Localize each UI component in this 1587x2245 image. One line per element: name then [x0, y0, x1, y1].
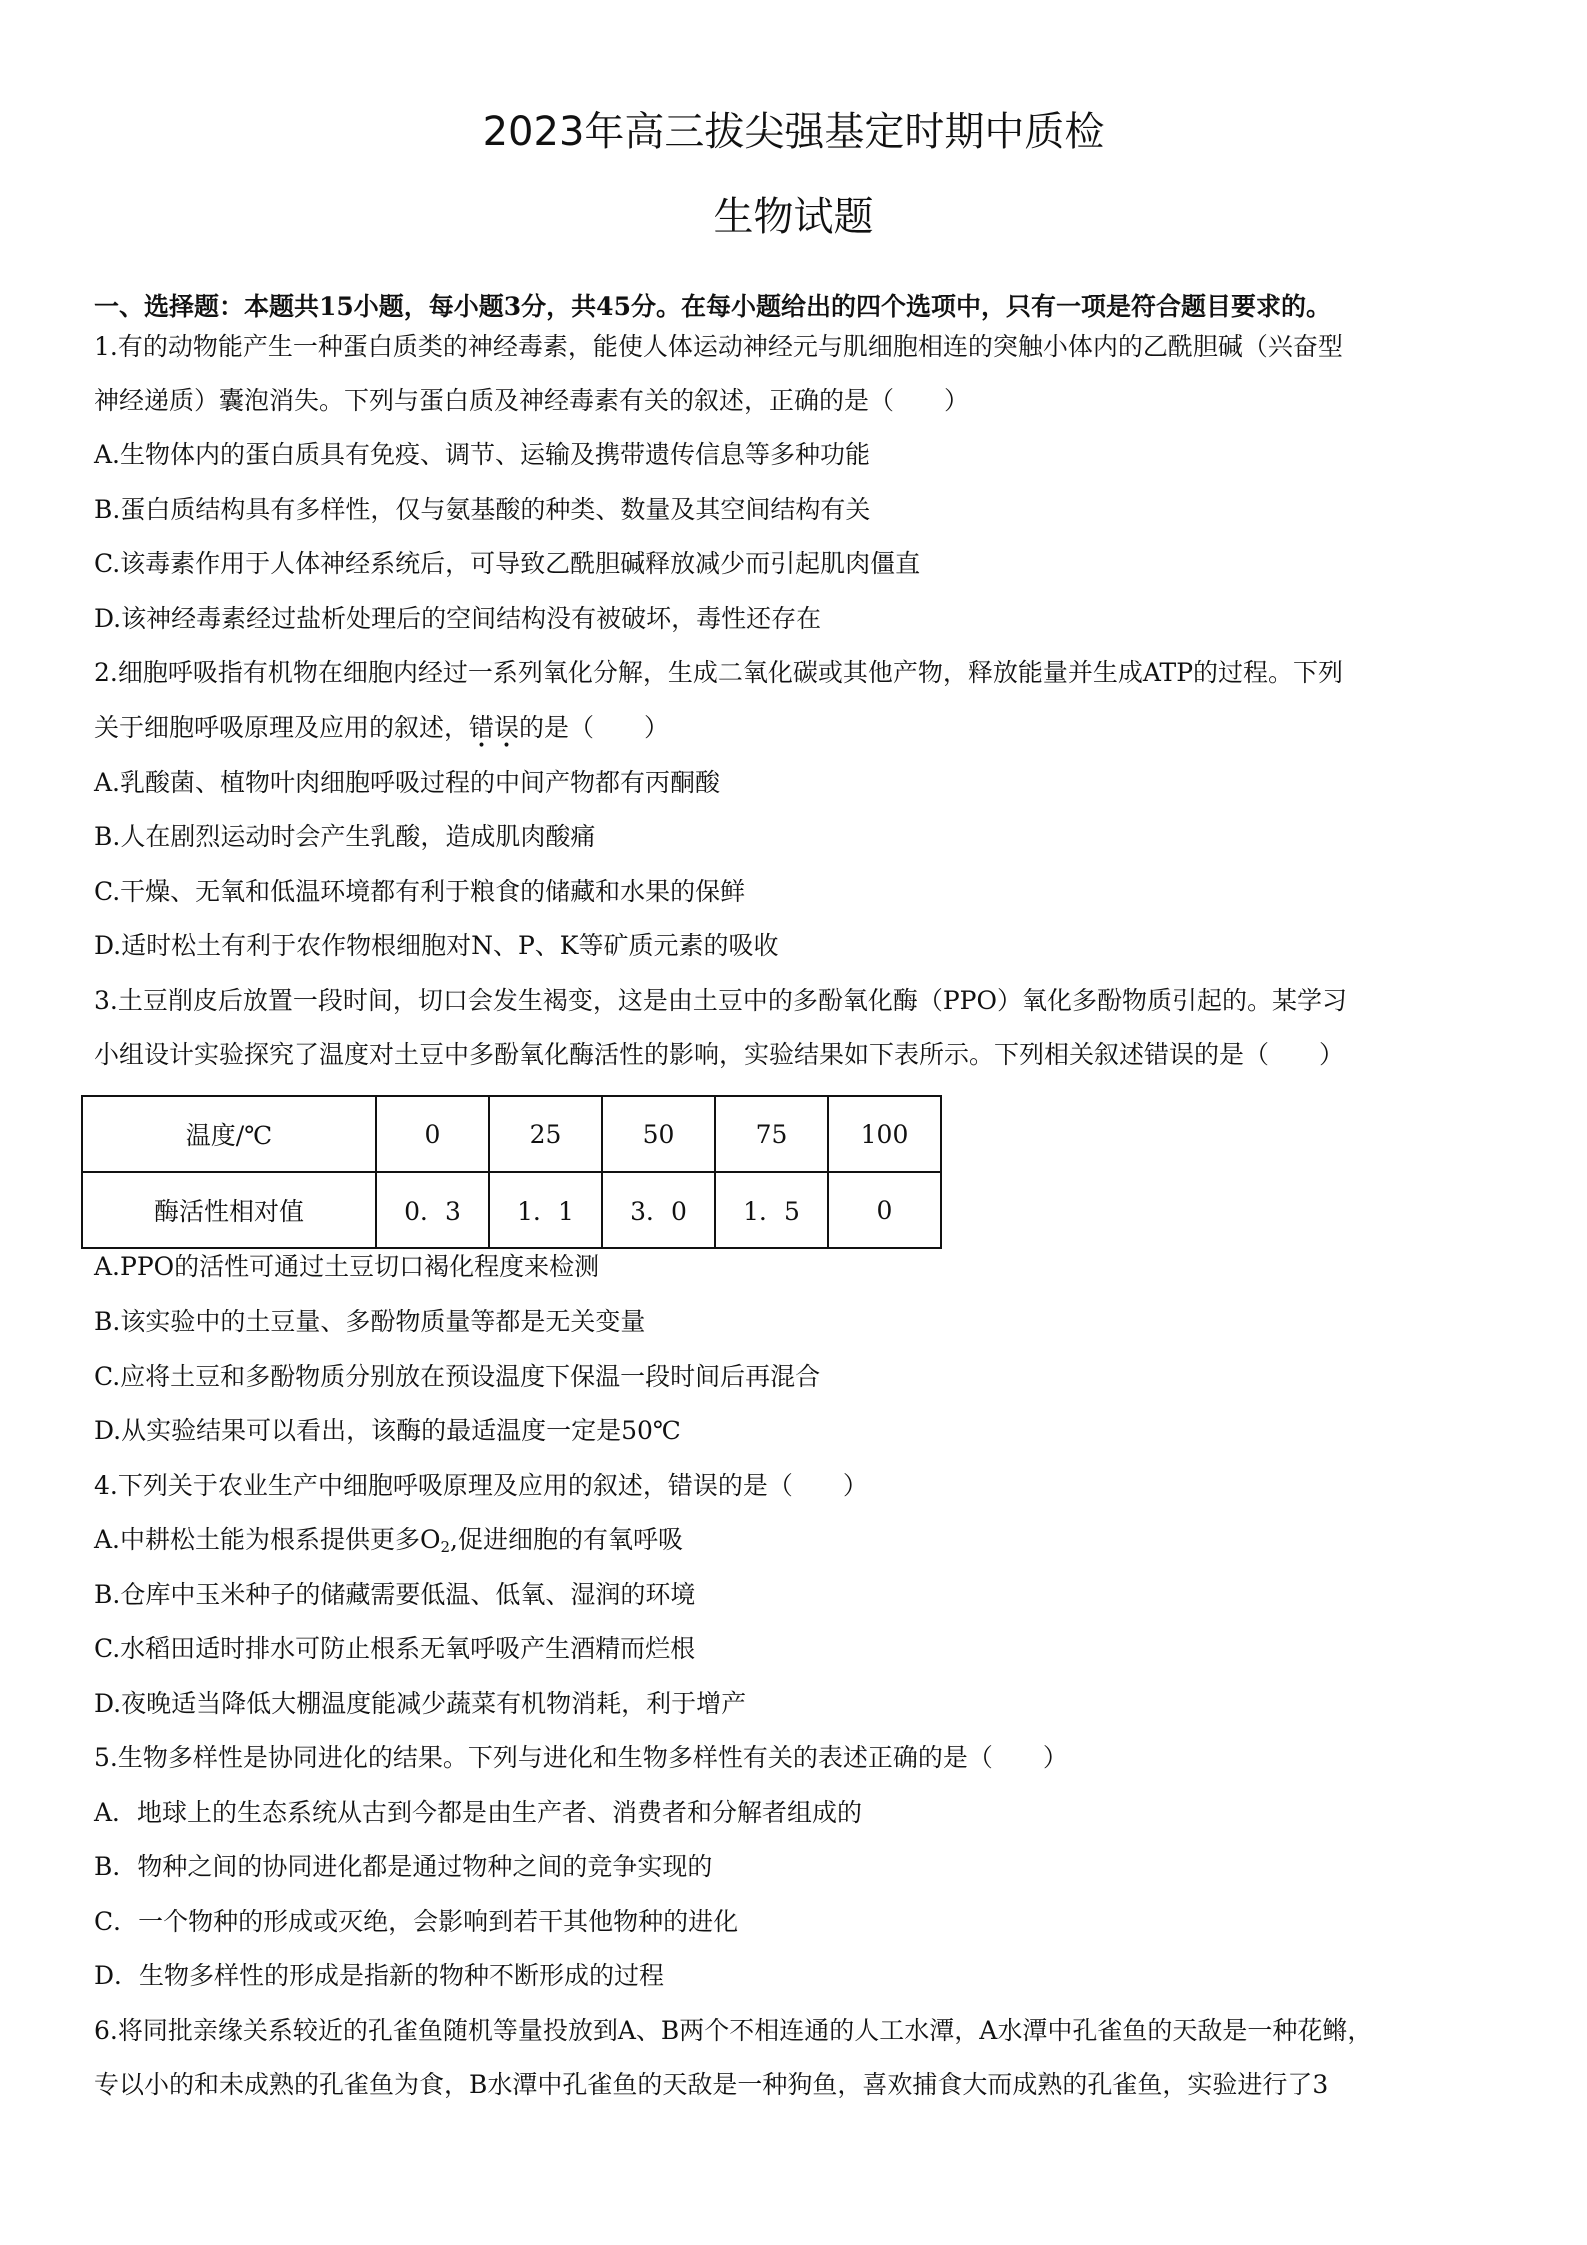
- q5-option-b: B．物种之间的协同进化都是通过物种之间的竞争实现的: [94, 1852, 713, 1881]
- q5-option-a: A．地球上的生态系统从古到今都是由生产者、消费者和分解者组成的: [94, 1798, 863, 1827]
- q1-stem-line2: 神经递质）囊泡消失。下列与蛋白质及神经毒素有关的叙述，正确的是（ ）: [94, 386, 970, 415]
- q4-option-c: C.水稻田适时排水可防止根系无氧呼吸产生酒精而烂根: [94, 1634, 696, 1663]
- q4-option-a: A.中耕松土能为根系提供更多$O_2$,促进细胞的有氧呼吸: [94, 1525, 683, 1556]
- q5-stem: 5.生物多样性是协同进化的结果。下列与进化和生物多样性有关的表述正确的是（ ）: [94, 1743, 1068, 1772]
- table-row: [82, 1096, 941, 1172]
- q3-data-table: [81, 1095, 942, 1249]
- q1-option-a: A.生物体内的蛋白质具有免疫、调节、运输及携带遗传信息等多种功能: [94, 440, 871, 469]
- table-cell: 0．3: [376, 1172, 489, 1248]
- table-cell: 25: [489, 1096, 602, 1172]
- q2-option-a: A.乳酸菌、植物叶肉细胞呼吸过程的中间产物都有丙酮酸: [94, 768, 721, 797]
- q1-stem-line1: 1.有的动物能产生一种蛋白质类的神经毒素，能使人体运动神经元与肌细胞相连的突触小体内的乙酰胆碱（兴奋型: [94, 332, 1343, 361]
- q2-stem-pre: 关于细胞呼吸原理及应用的叙述，: [94, 713, 470, 742]
- table-cell: 0: [828, 1172, 941, 1248]
- q3-option-d: D.从实验结果可以看出，该酶的最适温度一定是50℃: [94, 1416, 681, 1445]
- q3-option-c: C.应将土豆和多酚物质分别放在预设温度下保温一段时间后再混合: [94, 1362, 821, 1391]
- table-cell: 0: [376, 1096, 489, 1172]
- q6-stem-line2: 专以小的和未成熟的孔雀鱼为食，B水潭中孔雀鱼的天敌是一种狗鱼，喜欢捕食大而成熟的孔雀鱼，实验进行了3: [94, 2070, 1329, 2099]
- q6-stem-line1: 6.将同批亲缘关系较近的孔雀鱼随机等量投放到A、B两个不相连通的人工水潭，A水潭中孔雀鱼的天敌是一种花鳉，: [94, 2016, 1373, 2045]
- q3-option-a: A.PPO的活性可通过土豆切口褐化程度来检测: [94, 1252, 600, 1281]
- q2-stem-line2: [94, 711, 670, 754]
- q4-stem: 4.下列关于农业生产中细胞呼吸原理及应用的叙述，错误的是（ ）: [94, 1471, 868, 1500]
- q2-stem-line1: 2.细胞呼吸指有机物在细胞内经过一系列氧化分解，生成二氧化碳或其他产物，释放能量并生成ATP的过程。下列: [94, 658, 1344, 687]
- q5-option-c: C．一个物种的形成或灭绝，会影响到若干其他物种的进化: [94, 1907, 739, 1936]
- table-cell: 50: [602, 1096, 715, 1172]
- q2-stem-post: 的是（ ）: [519, 713, 670, 742]
- exam-subtitle: 生物试题: [713, 194, 874, 240]
- table-cell: 75: [715, 1096, 828, 1172]
- table-cell: 100: [828, 1096, 941, 1172]
- table-cell: 1．5: [715, 1172, 828, 1248]
- section-heading: 一、选择题：本题共15小题，每小题3分，共45分。在每小题给出的四个选项中，只有一项是符合题目要求的。: [94, 292, 1331, 321]
- table-cell: 3．0: [602, 1172, 715, 1248]
- q3-stem-line2: 小组设计实验探究了温度对土豆中多酚氧化酶活性的影响，实验结果如下表所示。下列相关叙述错误的是（ ）: [94, 1040, 1345, 1069]
- q4-option-b: B.仓库中玉米种子的储藏需要低温、低氧、湿润的环境: [94, 1580, 696, 1609]
- table-row: [82, 1172, 941, 1248]
- q2-option-d: D.适时松土有利于农作物根细胞对N、P、K等矿质元素的吸收: [94, 931, 779, 960]
- table-header-temperature: 温度/℃: [82, 1096, 376, 1172]
- q2-emphasis-char-1: 错 •: [469, 713, 495, 754]
- q2-option-b: B.人在剧烈运动时会产生乳酸，造成肌肉酸痛: [94, 822, 596, 851]
- q2-emphasis-char-2: 误 •: [494, 713, 520, 754]
- q2-option-c: C.干燥、无氧和低温环境都有利于粮食的储藏和水果的保鲜: [94, 877, 746, 906]
- q1-option-d: D.该神经毒素经过盐析处理后的空间结构没有被破坏，毒性还存在: [94, 604, 822, 633]
- table-cell: 1．1: [489, 1172, 602, 1248]
- q1-option-b: B.蛋白质结构具有多样性，仅与氨基酸的种类、数量及其空间结构有关: [94, 495, 871, 524]
- q5-option-d: D．生物多样性的形成是指新的物种不断形成的过程: [94, 1961, 665, 1990]
- q3-option-b: B.该实验中的土豆量、多酚物质量等都是无关变量: [94, 1307, 646, 1336]
- table-header-enzyme-activity: 酶活性相对值: [82, 1172, 376, 1248]
- q4-option-d: D.夜晚适当降低大棚温度能减少蔬菜有机物消耗，利于增产: [94, 1689, 747, 1718]
- exam-title: 2023年高三拔尖强基定时期中质检: [482, 109, 1105, 155]
- q1-option-c: C.该毒素作用于人体神经系统后，可导致乙酰胆碱释放减少而引起肌肉僵直: [94, 549, 921, 578]
- q3-stem-line1: 3.土豆削皮后放置一段时间，切口会发生褐变，这是由土豆中的多酚氧化酶（PPO）氧化多酚物质引起的。某学习: [94, 986, 1347, 1015]
